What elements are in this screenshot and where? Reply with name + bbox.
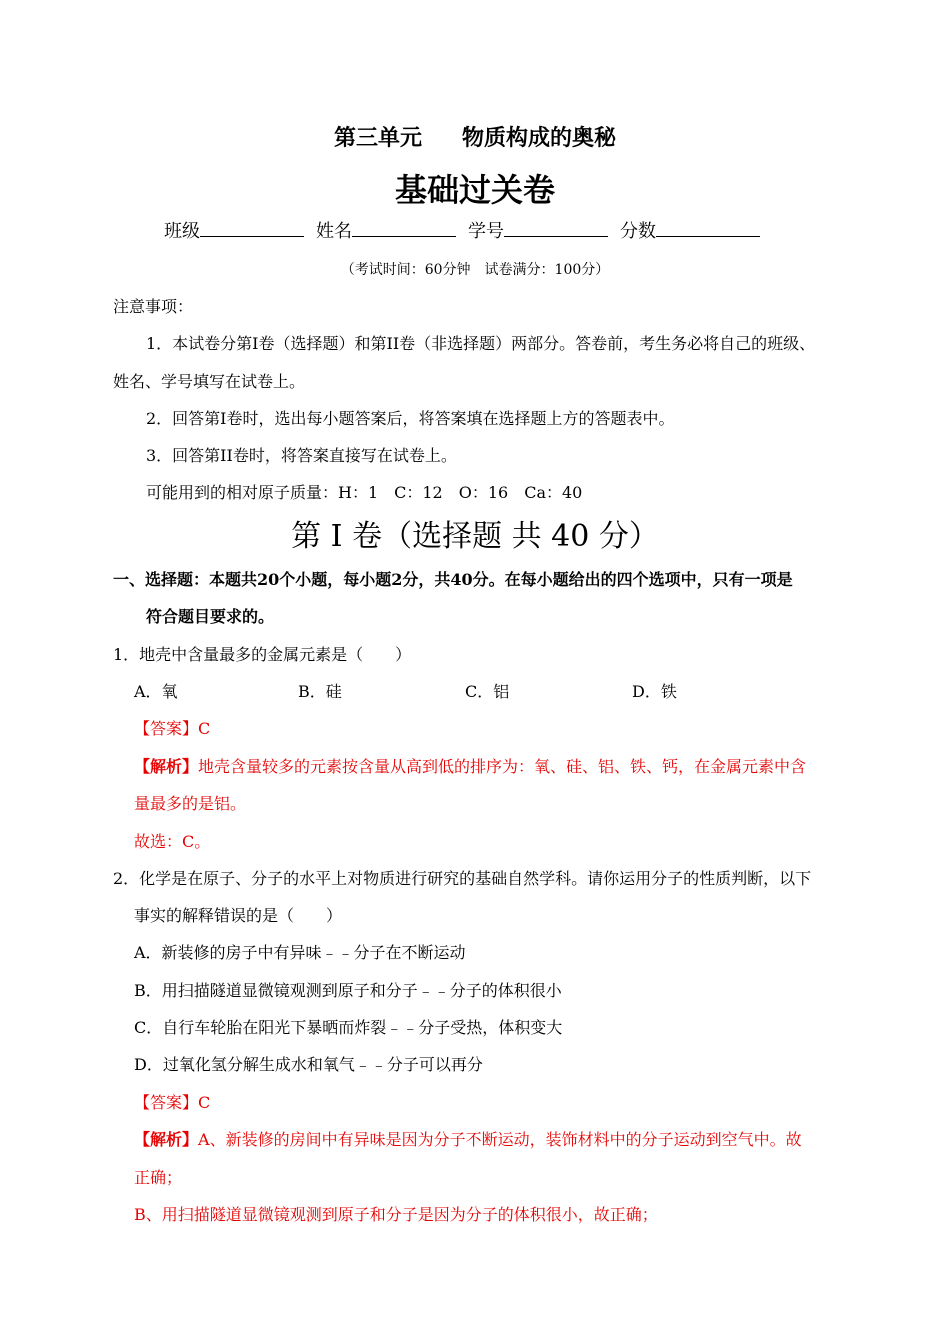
answer-value: C bbox=[198, 1093, 211, 1112]
answer-tag: 【答案】 bbox=[134, 1093, 199, 1112]
analysis-tag: 【解析】 bbox=[134, 1130, 199, 1149]
field-id-blank[interactable] bbox=[504, 220, 608, 237]
analysis-text: A、新装修的房间中有异味是因为分子不断运动，装饰材料中的分子运动到空气中。故 bbox=[198, 1130, 802, 1149]
field-class-blank[interactable] bbox=[200, 220, 304, 237]
question-1-option-d[interactable]: D．铁 bbox=[632, 682, 677, 701]
exam-info: （考试时间：60分钟 试卷满分：100分） bbox=[340, 262, 610, 278]
unit-heading bbox=[0, 124, 950, 154]
field-name-blank[interactable] bbox=[352, 220, 456, 237]
field-id-label: 学号 bbox=[468, 221, 504, 242]
notes-title: 注意事项： bbox=[113, 297, 194, 316]
question-1-analysis-line-2: 量最多的是铝。 bbox=[134, 794, 247, 813]
volume-title: 第 I 卷（选择题 共 40 分） bbox=[291, 519, 659, 554]
field-score-label: 分数 bbox=[620, 221, 656, 242]
note-item-2: 2．回答第I卷时，选出每小题答案后，将答案填在选择题上方的答题表中。 bbox=[146, 409, 675, 428]
analysis-tag: 【解析】 bbox=[134, 757, 199, 776]
note-item-1-line-1: 1．本试卷分第I卷（选择题）和第II卷（非选择题）两部分。答卷前，考生务必将自己的班级、 bbox=[146, 334, 816, 353]
field-class-label: 班级 bbox=[164, 221, 200, 242]
atomic-mass-note: 可能用到的相对原子质量：H：1 C：12 O：16 Ca：40 bbox=[146, 483, 583, 502]
question-2-option-c[interactable]: C．自行车轮胎在阳光下暴晒而炸裂﹣﹣分子受热，体积变大 bbox=[134, 1018, 563, 1037]
question-2-answer bbox=[134, 1092, 210, 1114]
question-1-stem: 1．地壳中含量最多的金属元素是（ ） bbox=[113, 645, 412, 664]
question-1-answer bbox=[134, 718, 210, 740]
answer-tag: 【答案】 bbox=[134, 719, 199, 738]
question-1-option-c[interactable]: C．铝 bbox=[465, 682, 510, 701]
question-1-analysis-line-1 bbox=[134, 756, 806, 778]
note-item-3: 3．回答第II卷时，将答案直接写在试卷上。 bbox=[146, 446, 457, 465]
question-1-option-a[interactable]: A．氧 bbox=[134, 682, 178, 701]
page-title: 基础过关卷 bbox=[394, 171, 555, 209]
question-2-analysis-line-1 bbox=[134, 1129, 802, 1151]
question-1-choose: 故选：C。 bbox=[134, 832, 211, 851]
analysis-text: 地壳含量较多的元素按含量从高到低的排序为：氧、硅、铝、铁、钙，在金属元素中含 bbox=[198, 757, 807, 776]
question-2-analysis-line-3: B、用扫描隧道显微镜观测到原子和分子是因为分子的体积很小，故正确； bbox=[134, 1205, 658, 1224]
section-heading-line-2: 符合题目要求的。 bbox=[146, 607, 275, 626]
question-2-option-a[interactable]: A．新装修的房子中有异味﹣﹣分子在不断运动 bbox=[134, 943, 466, 962]
question-2-stem-line-1: 2．化学是在原子、分子的水平上对物质进行研究的基础自然学科。请你运用分子的性质判断，以下 bbox=[113, 869, 812, 888]
section-heading-line-1: 一、选择题：本题共20个小题，每小题2分，共40分。在每小题给出的四个选项中，只有一项是 bbox=[113, 570, 793, 589]
field-name-label: 姓名 bbox=[316, 221, 352, 242]
field-score-blank[interactable] bbox=[656, 220, 760, 237]
note-item-1-line-2: 姓名、学号填写在试卷上。 bbox=[113, 372, 306, 391]
question-2-option-d[interactable]: D．过氧化氢分解生成水和氧气﹣﹣分子可以再分 bbox=[134, 1055, 483, 1074]
student-info-line bbox=[164, 220, 772, 244]
unit-label: 第三单元 bbox=[333, 126, 422, 151]
question-2-stem-line-2: 事实的解释错误的是（ ） bbox=[134, 906, 343, 925]
question-2-analysis-line-2: 正确； bbox=[134, 1168, 183, 1187]
question-2-option-b[interactable]: B．用扫描隧道显微镜观测到原子和分子﹣﹣分子的体积很小 bbox=[134, 981, 562, 1000]
answer-value: C bbox=[198, 719, 211, 738]
unit-title: 物质构成的奥秘 bbox=[462, 126, 617, 151]
question-1-option-b[interactable]: B．硅 bbox=[298, 682, 342, 701]
